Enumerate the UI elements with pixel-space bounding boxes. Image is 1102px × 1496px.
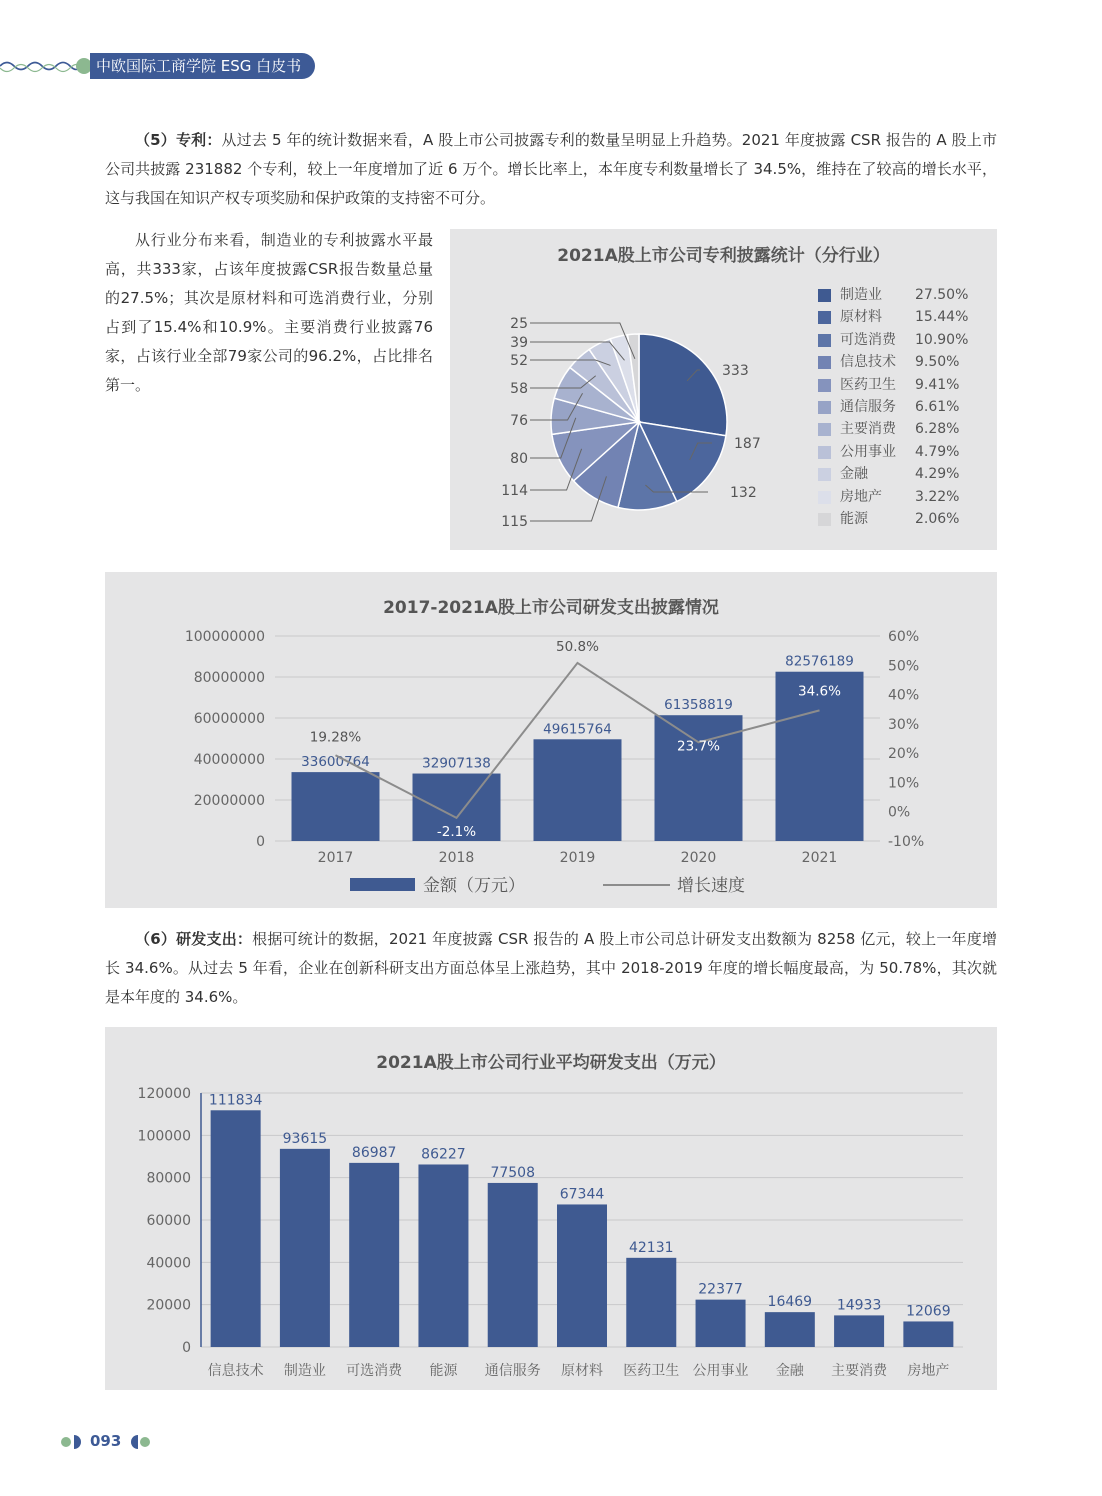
legend-label: 金融 [840,466,868,483]
legend-percent: 27.50% [915,287,969,303]
bar-value-label: 14933 [836,1297,882,1314]
x-tick-label: 可选消费 [346,1363,403,1379]
y2-tick-label: 10% [888,775,920,792]
combo-chart-title: 2017-2021A股上市公司研发支出披露情况 [383,598,719,618]
y-tick-label: 20000 [146,1297,191,1314]
page-number: 093 [90,1432,122,1450]
y-tick-label: 20000000 [193,793,265,809]
legend-label: 原材料 [840,309,882,326]
pie-value-label-1: 187 [734,436,761,452]
footer-left-ornament [60,1431,86,1453]
bar-主要消费 [834,1315,884,1347]
y2-tick-label: 50% [888,658,920,675]
bar-value-label: 49615764 [543,721,612,738]
paragraph-rd-heading: （6）研发支出： [135,930,253,948]
legend-swatch [818,356,831,369]
y2-tick-label: 60% [888,629,920,645]
x-tick-label: 原材料 [561,1363,603,1379]
bar-value-label: 86987 [351,1144,397,1161]
bar-2017 [292,772,380,841]
y2-tick-label: -10% [888,834,925,850]
y-tick-label: 80000000 [193,670,265,686]
legend-percent: 4.79% [915,443,960,460]
y-tick-label: 0 [256,834,265,850]
bar-原材料 [557,1204,607,1347]
legend-percent: 6.61% [915,399,960,415]
y2-tick-label: 40% [888,687,920,704]
bar-房地产 [903,1321,953,1347]
y-tick-label: 40000 [146,1255,191,1272]
paragraph-patents [105,126,997,213]
paragraph-patents-heading: （5）专利： [135,131,222,149]
x-tick-label: 公用事业 [692,1363,749,1379]
y-tick-label: 80000 [146,1170,191,1187]
pie-value-label-3: 115 [501,514,528,530]
pie-value-label-4: 114 [501,483,528,499]
legend-label: 可选消费 [840,331,896,348]
industry-bar-chart [105,1027,997,1390]
paragraph-rd-body: 根据可统计的数据，2021 年度披露 CSR 报告的 A 股上市公司总计研发支出数额为 8258 亿元，较上一年度增长 34.6%。从过去 5 年看，企业在创新科研支出方面总体呈上涨趋势，其中 2018-2019 年度的增长幅度最高，为 50.78%，其次就是本年度的 34.6%。 [105,930,997,1006]
y2-tick-label: 20% [888,746,920,763]
y2-tick-label: 0% [888,804,911,821]
legend-label: 房地产 [840,488,882,505]
bar-制造业 [280,1149,330,1347]
growth-point-label: 50.8% [556,638,599,655]
bar-value-label: 93615 [282,1130,328,1147]
bar-value-label: 12069 [906,1303,951,1320]
legend-label: 通信服务 [840,399,896,415]
x-tick-label: 2017 [317,850,354,866]
pie-legend [818,284,993,534]
legend-percent: 15.44% [915,309,969,326]
paragraph-patents-body: 从过去 5 年的统计数据来看，A 股上市公司披露专利的数量呈明显上升趋势。2021 年度披露 CSR 报告的 A 股上市公司共披露 231882 个专利，较上一年度增加了近 6 万个。增长比率上，本年度专利数量增长了 34.5%，维持在了较高的增长水平，这与我国在知识产权专项奖励和保护政策的支持密不可分。 [105,131,997,207]
y-tick-label: 40000000 [193,752,265,768]
legend-line-label: 增长速度 [677,876,745,896]
pie-value-label-9: 39 [510,335,528,351]
bar-value-label: 32907138 [422,755,491,772]
x-tick-label: 主要消费 [831,1363,888,1379]
pie-value-label-5: 80 [510,451,528,467]
bar-可选消费 [349,1163,399,1347]
combo-chart [105,572,997,908]
x-tick-label: 医药卫生 [623,1363,680,1379]
growth-point-label: 19.28% [309,729,362,746]
x-tick-label: 2021 [801,850,838,866]
pie-chart-title: 2021A股上市公司专利披露统计（分行业） [557,246,890,266]
legend-swatch [818,423,831,436]
y-tick-label: 120000 [137,1086,191,1102]
x-tick-label: 2018 [438,850,475,866]
legend-label: 能源 [840,511,868,527]
pie-value-label-10: 25 [510,316,528,332]
legend-swatch [818,334,831,347]
legend-percent: 9.50% [915,354,960,371]
legend-swatch [818,491,831,504]
legend-label: 制造业 [840,287,882,303]
x-tick-label: 2020 [680,850,717,866]
growth-point-label: -2.1% [436,823,477,840]
bar-value-label: 77508 [490,1164,536,1181]
pie-value-label-7: 58 [510,381,528,397]
bar-value-label: 111834 [208,1092,263,1109]
bar-value-label: 86227 [421,1146,466,1163]
legend-swatch [818,311,831,324]
legend-percent: 4.29% [915,466,960,483]
legend-swatch [818,289,831,302]
x-tick-label: 金融 [775,1363,804,1379]
bar-2019 [534,739,622,841]
bar-value-label: 82576189 [785,653,854,670]
bar-value-label: 67344 [559,1186,605,1203]
x-tick-label: 房地产 [907,1363,950,1379]
x-tick-label: 2019 [559,850,596,866]
pie-slice-0 [639,334,727,436]
paragraph-industry: 从行业分布来看，制造业的专利披露水平最高，共333家，占该年度披露CSR报告数量总量的27.5%；其次是原材料和可选消费行业，分别占到了15.4%和10.9%。主要消费行业披露76家，占该行业全部79家公司的96.2%，占比排名第一。 [105,231,433,394]
bar-医药卫生 [626,1258,676,1347]
legend-swatch [818,446,831,459]
legend-label: 医药卫生 [840,376,896,393]
growth-point-label: 23.7% [677,738,720,755]
y2-tick-label: 30% [888,716,920,733]
industry-rd-panel [105,1027,997,1390]
bar-value-label: 33600764 [301,754,370,771]
legend-label: 公用事业 [840,443,896,460]
y-tick-label: 100000000 [184,629,265,645]
legend-swatch [818,513,831,526]
legend-label: 主要消费 [840,421,896,438]
header-title: 中欧国际工商学院 ESG 白皮书 [90,53,315,79]
legend-label: 信息技术 [840,354,896,371]
legend-swatch [818,379,831,392]
pie-value-label-8: 52 [510,353,528,369]
legend-swatch [818,401,831,414]
rd-trend-panel [105,572,997,908]
x-tick-label: 制造业 [283,1363,326,1379]
industry-chart-title: 2021A股上市公司行业平均研发支出（万元） [376,1053,726,1073]
bar-通信服务 [488,1183,538,1347]
header-wave-ornament [0,55,80,77]
paragraph-rd [105,925,997,1012]
y-tick-label: 0 [182,1340,191,1356]
y-tick-label: 60000000 [193,711,265,727]
x-tick-label: 通信服务 [484,1363,541,1379]
bar-信息技术 [211,1110,261,1347]
footer-right-ornament [126,1431,152,1453]
bar-value-label: 42131 [628,1239,674,1256]
pie-value-label-0: 333 [722,363,749,379]
legend-percent: 2.06% [915,511,960,527]
bar-能源 [418,1164,468,1347]
legend-percent: 3.22% [915,488,960,505]
x-tick-label: 信息技术 [207,1363,264,1379]
y-tick-label: 60000 [146,1213,191,1229]
legend-percent: 10.90% [915,331,969,348]
pie-chart [450,260,810,550]
pie-value-label-2: 132 [730,485,757,501]
growth-point-label: 34.6% [798,683,841,700]
legend-bar-label: 金额（万元） [423,876,525,896]
bar-金融 [765,1312,815,1347]
bar-value-label: 22377 [698,1281,743,1298]
y-tick-label: 100000 [137,1128,191,1145]
legend-percent: 6.28% [915,421,960,438]
x-tick-label: 能源 [429,1363,458,1379]
bar-value-label: 16469 [767,1294,813,1311]
pie-value-label-6: 76 [510,413,528,429]
patent-pie-panel [450,229,997,550]
bar-value-label: 61358819 [664,697,733,714]
legend-swatch [818,468,831,481]
legend-percent: 9.41% [915,376,960,393]
bar-公用事业 [696,1300,746,1347]
legend-bar-swatch [350,878,415,891]
